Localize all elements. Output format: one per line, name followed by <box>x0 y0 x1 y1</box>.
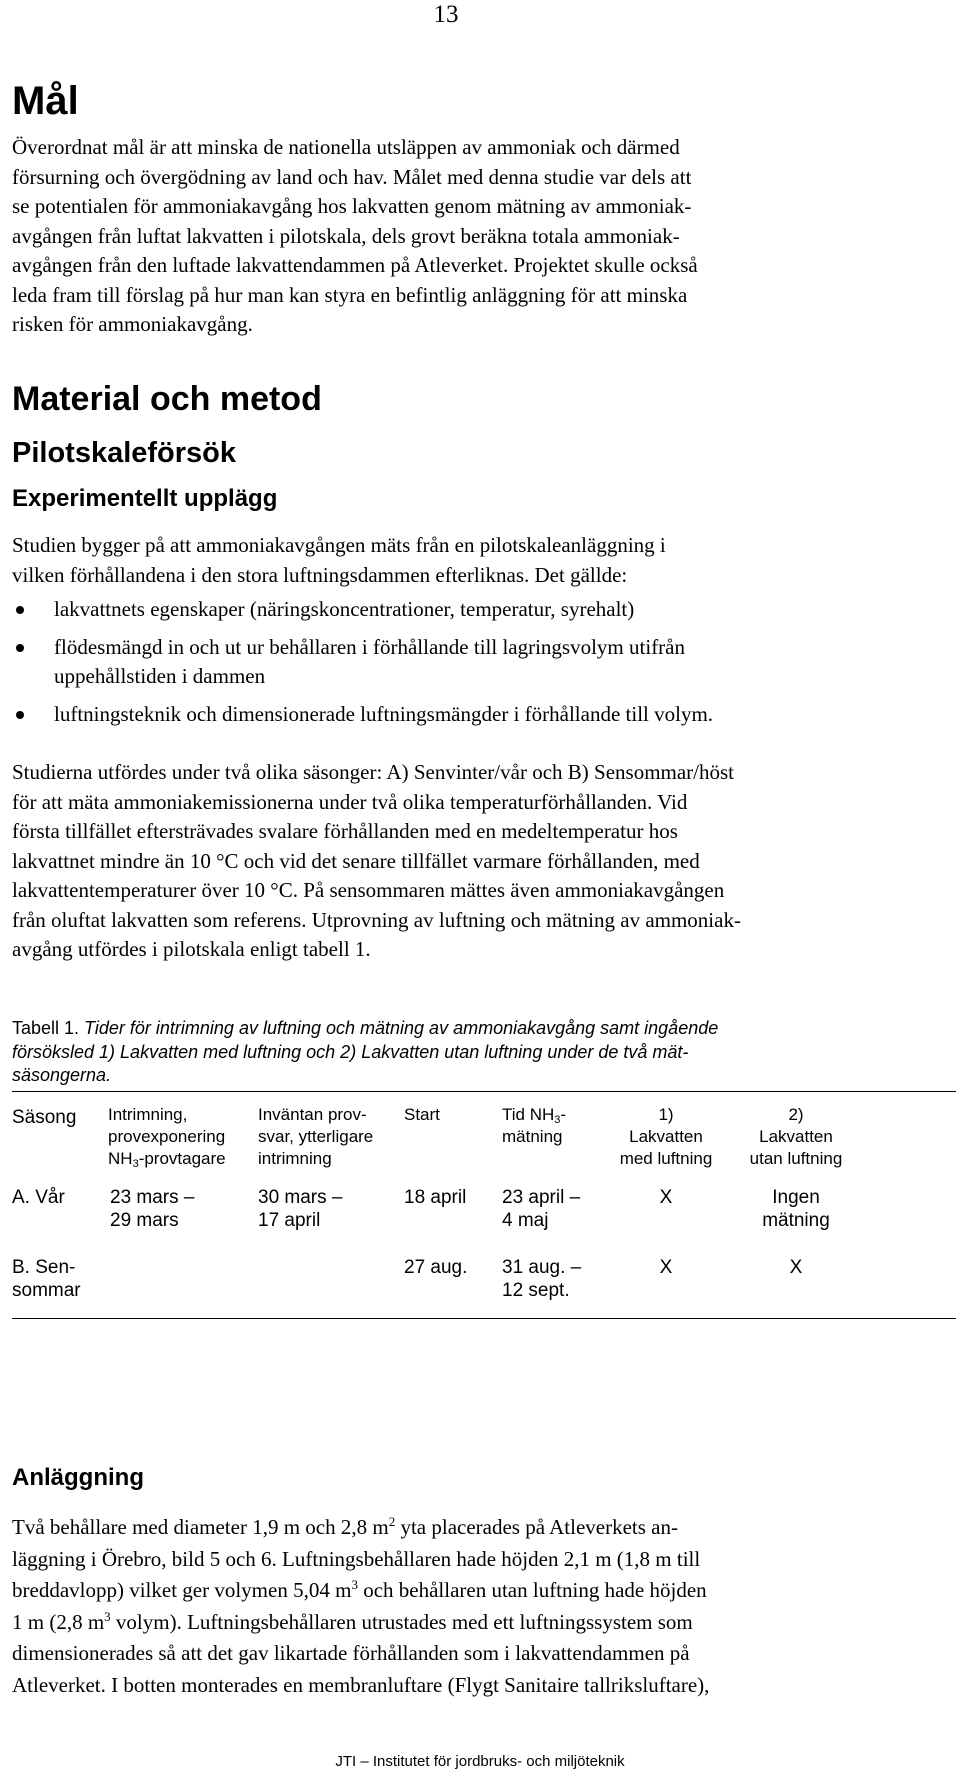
cell-text: Ingen <box>772 1187 820 1208</box>
bullet-dot-icon <box>16 711 24 719</box>
table-header-med-luftning <box>604 1104 728 1170</box>
table-cell-tid <box>502 1186 580 1232</box>
bullet-item <box>12 633 952 692</box>
header-text: Lakvatten <box>629 1127 703 1146</box>
header-text: Start <box>404 1105 440 1124</box>
bullet-list <box>12 595 952 729</box>
paragraph-line: Överordnat mål är att minska de nationella utsläppen av ammoniak och därmed <box>12 135 680 159</box>
header-text: Säsong <box>12 1107 77 1128</box>
header-text: med luftning <box>619 1149 713 1168</box>
table-cell-utan-luftning <box>734 1186 858 1232</box>
paragraph-line: vilken förhållandena i den stora luftningsdammen efterliknas. Det gällde: <box>12 562 628 587</box>
cell-text: 27 aug. <box>404 1257 468 1278</box>
paragraph-studien <box>12 531 952 590</box>
heading-mal: Mål <box>12 79 79 123</box>
table-cell-tid <box>502 1256 581 1302</box>
paragraph-line: läggning i Örebro, bild 5 och 6. Luftningsbehållaren hade höjden 2,1 m (1,8 m till <box>12 1546 701 1571</box>
text-part: yta placerades på Atleverkets an- <box>395 1515 678 1539</box>
bullet-line: uppehållstiden i dammen <box>54 664 266 688</box>
header-text-part: -provtagare <box>138 1149 226 1168</box>
table-cell-start <box>404 1186 466 1209</box>
header-text-part: - <box>560 1105 567 1124</box>
table-header-tid <box>502 1104 566 1148</box>
cell-text: X <box>789 1257 803 1278</box>
subscript: 3 <box>554 1114 561 1126</box>
paragraph-anlaggning <box>12 1512 952 1701</box>
text-part: och behållaren utan luftning hade höjden <box>357 1578 707 1602</box>
table-header-sasong <box>12 1106 76 1129</box>
heading-anlaggning: Anläggning <box>12 1464 144 1491</box>
cell-text: 12 sept. <box>502 1280 570 1301</box>
bullet-line: luftningsteknik och dimensionerade luftningsmängder i förhållande till volym. <box>54 701 714 726</box>
bullet-line: lakvattnets egenskaper (näringskoncentrationer, temperatur, syrehalt) <box>54 597 635 621</box>
header-text: Lakvatten <box>759 1127 833 1146</box>
cell-text: B. Sen- <box>12 1257 76 1278</box>
cell-text: 23 april – <box>502 1187 581 1208</box>
table-cell-med-luftning <box>604 1256 728 1279</box>
cell-text: 29 mars <box>110 1210 179 1231</box>
cell-text: 23 mars – <box>110 1187 195 1208</box>
bullet-item <box>12 700 952 730</box>
header-text: 1) <box>658 1105 674 1124</box>
header-text: mätning <box>502 1127 563 1146</box>
paragraph-studierna <box>12 758 952 965</box>
cell-text: sommar <box>12 1280 81 1301</box>
paragraph-line: avgången från den luftade lakvattendammen på Atleverket. Projektet skulle också <box>12 253 698 277</box>
table-cell-med-luftning <box>604 1186 728 1209</box>
header-text-part: Tid NH <box>502 1105 555 1124</box>
header-text: Intrimning, <box>108 1105 188 1124</box>
text-part: Två behållare med diameter 1,9 m och 2,8 m <box>12 1515 389 1539</box>
table-cell-sasong <box>12 1186 65 1209</box>
table-cell-start <box>404 1256 467 1279</box>
paragraph-line: Atleverket. I botten monterades en membranluftare (Flygt Sanitaire tallriksluftare), <box>12 1672 710 1697</box>
table-cell-invantan <box>258 1186 342 1232</box>
paragraph-line: leda fram till förslag på hur man kan styra en befintlig anläggning för att minska <box>12 282 688 307</box>
text-part: breddavlopp) vilket ger volymen 5,04 m <box>12 1578 352 1602</box>
paragraph-line: se potentialen för ammoniakavgång hos lakvatten genom mätning av ammoniak- <box>12 194 692 218</box>
header-text: intrimning <box>258 1149 332 1168</box>
cell-text: 31 aug. – <box>502 1257 582 1278</box>
paragraph-line: risken för ammoniakavgång. <box>12 312 253 336</box>
table-header-intrimning <box>108 1104 226 1170</box>
header-text: provexponering <box>108 1127 226 1146</box>
header-text: utan luftning <box>749 1149 843 1168</box>
page-footer: JTI – Institutet för jordbruks- och miljöteknik <box>335 1753 625 1770</box>
text-part: 1 m (2,8 m <box>12 1609 105 1634</box>
caption-line <box>12 1017 952 1041</box>
cell-text: A. Vår <box>12 1187 65 1208</box>
paragraph-line: avgången från luftat lakvatten i pilotskala, dels grovt beräkna totala ammoniak- <box>12 223 680 248</box>
cell-text: 4 maj <box>502 1210 549 1231</box>
heading-material-och-metod: Material och metod <box>12 380 322 418</box>
bullet-item <box>12 595 952 625</box>
text-part: volym). Luftningsbehållaren utrustades med ett luftningssystem som <box>110 1609 693 1634</box>
cell-text: 30 mars – <box>258 1187 343 1208</box>
subscript: 3 <box>132 1158 139 1170</box>
table-header-invantan <box>258 1104 373 1170</box>
cell-text: 18 april <box>404 1187 467 1208</box>
paragraph-line: lakvattnet mindre än 10 °C och vid det senare tillfället varmare förhållanden, med <box>12 848 700 873</box>
bullet-dot-icon <box>16 606 24 614</box>
header-text <box>502 1104 566 1126</box>
bullet-dot-icon <box>16 644 24 652</box>
paragraph-line: för att mäta ammoniakemissionerna under två olika temperaturförhållanden. Vid <box>12 789 688 814</box>
paragraph-line <box>12 1512 952 1544</box>
superscript: 2 <box>388 1514 396 1529</box>
page-number: 13 <box>433 1 459 28</box>
paragraph-mal <box>12 133 952 340</box>
header-text-part: NH <box>108 1149 133 1168</box>
paragraph-line: första tillfället eftersträvades svalare förhållanden med en medeltemperatur hos <box>12 819 678 843</box>
paragraph-line: Studien bygger på att ammoniakavgången mäts från en pilotskaleanläggning i <box>12 533 666 557</box>
superscript: 3 <box>351 1577 358 1592</box>
cell-text: X <box>659 1257 673 1278</box>
header-text: svar, ytterligare <box>258 1127 374 1146</box>
table-header-start <box>404 1104 440 1126</box>
header-text <box>108 1148 226 1170</box>
paragraph-line: lakvattentemperaturer över 10 °C. På sensommaren mättes även ammoniakavgången <box>12 878 725 902</box>
bullet-line: flödesmängd in och ut ur behållaren i förhållande till lagringsvolym utifrån <box>54 634 685 659</box>
table-cell-intrimning <box>110 1186 194 1232</box>
table-header-utan-luftning <box>734 1104 858 1170</box>
superscript: 3 <box>104 1608 111 1624</box>
cell-text: 17 april <box>258 1210 321 1231</box>
heading-experimentellt-upplagg: Experimentellt upplägg <box>12 485 278 512</box>
heading-pilotskaleforsok: Pilotskaleförsök <box>12 437 237 469</box>
caption-line: säsongerna. <box>12 1065 112 1085</box>
paragraph-line: dimensionerades så att det gav likartade förhållanden som i lakvattendammen på <box>12 1641 690 1665</box>
paragraph-line: försurning och övergödning av land och hav. Målet med denna studie var dels att <box>12 164 692 189</box>
cell-text: X <box>659 1187 673 1208</box>
table-bottom-rule <box>12 1318 956 1319</box>
table-cell-sasong <box>12 1256 81 1302</box>
table-cell-utan-luftning <box>734 1256 858 1279</box>
table-top-rule <box>12 1091 956 1092</box>
caption-line: försöksled 1) Lakvatten med luftning och 2) Lakvatten utan luftning under de två mät- <box>12 1041 689 1062</box>
paragraph-line: från oluftat lakvatten som referens. Utprovning av luftning och mätning av ammoniak- <box>12 907 741 932</box>
cell-text: mätning <box>762 1210 830 1231</box>
table-caption <box>12 1017 952 1088</box>
caption-lead: Tabell 1. <box>12 1018 80 1038</box>
paragraph-line: Studierna utfördes under två olika säsonger: A) Senvinter/vår och B) Sensommar/höst <box>12 760 735 784</box>
paragraph-line <box>12 1607 952 1639</box>
header-text: Inväntan prov- <box>258 1105 367 1124</box>
paragraph-line <box>12 1575 952 1607</box>
header-text: 2) <box>788 1105 804 1124</box>
paragraph-line: avgång utfördes i pilotskala enligt tabell 1. <box>12 937 371 961</box>
caption-text: Tider för intrimning av luftning och mätning av ammoniakavgång samt ingående <box>79 1018 719 1038</box>
